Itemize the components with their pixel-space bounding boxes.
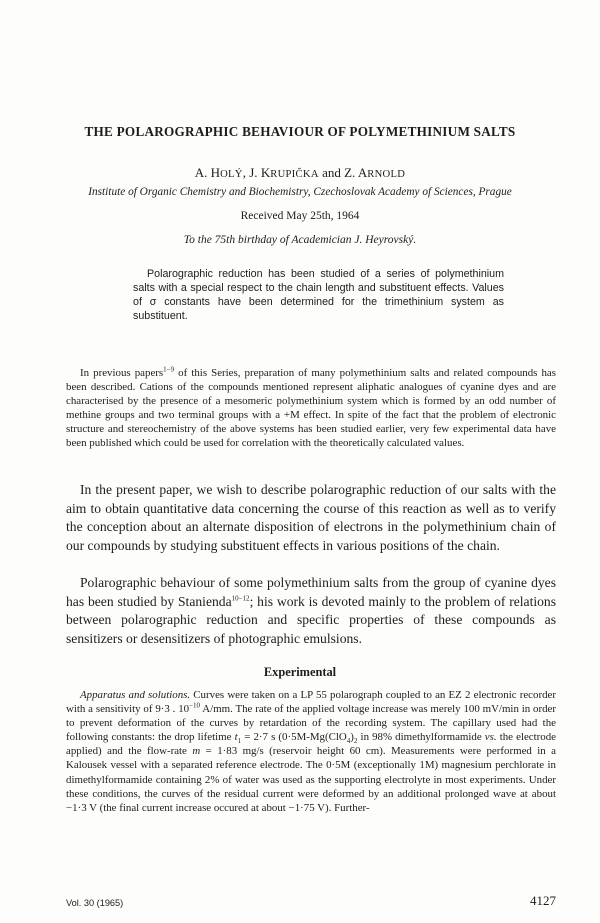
received-date: Received May 25th, 1964	[240, 210, 360, 222]
author-separator-2: and Z.	[318, 165, 358, 180]
author-3-first-letter: A	[357, 165, 368, 180]
experimental-text-2: A/mm. The rate of the applied voltage increase was merely 100 mV/min in order to prevent deformation of the curves by retardation of the recording system. The capillary used had the following constants: the drop lifetime	[66, 703, 556, 744]
drop-lifetime-subscript: 1	[237, 737, 242, 746]
flow-rate-symbol: m	[192, 745, 201, 758]
drop-lifetime-symbol: t	[234, 731, 238, 744]
author-2-first-letter: K	[260, 165, 271, 180]
journal-volume: Vol. 30 (1965)	[66, 898, 124, 908]
author-2-surname: RUPIČKA	[270, 169, 319, 180]
author-1-initial: A.	[194, 165, 211, 180]
author-1-surname: OLÝ	[220, 169, 243, 180]
institute-affiliation: Institute of Organic Chemistry and Biochemistry, Czechoslovak Academy of Sciences, Prague	[88, 186, 512, 198]
experimental-lead: Apparatus and solutions.	[80, 689, 191, 701]
perchlorate-subscript-4: 4	[346, 737, 351, 746]
paper-title: THE POLAROGRAPHIC BEHAVIOUR OF POLYMETHINIUM SALTS	[84, 124, 516, 139]
experimental-paragraph	[66, 688, 556, 815]
experimental-text-7: = 1·83 mg/s (reservoir height 60 cm). Measurements were performed in a Kalousek vessel with a separated reference electrode. The 0·5M (exceptionally 1M) magnesium perchlorate in dimethylformamide containing 2% of water was used as the supporting electrolyte in most experiments. Under these conditions, the curves of the residual current were deformed by an additional prolonged wave at about −1·3 V (the final current increase occured at about −1·75 V). Further-	[66, 745, 556, 814]
intro-p1-text-a: In previous papers	[80, 367, 164, 379]
section-heading-experimental: Experimental	[263, 665, 337, 679]
sensitivity-exponent: −10	[189, 701, 201, 710]
experimental-text-4: )	[350, 731, 354, 744]
perchlorate-subscript-2: 2	[353, 737, 358, 746]
intro-paragraph-2: In the present paper, we wish to describe polarographic reduction of our salts with the aim to obtain quantitative data concerning the course of this reaction as well as to verify the conception about an alternate disposition of electrons in the polymethinium chain of our compounds by studying substituent effects in various positions of the chain.	[66, 482, 556, 553]
intro-p3-text-b: ; his work is devoted mainly to the problem of relations between polarographic reduction and specific properties of these compounds as sensitizers or desensitizers of photographic emulsions.	[66, 593, 557, 646]
experimental-text-6: the electrode applied) and the flow-rate	[66, 731, 557, 758]
experimental-text-3: = 2·7 s (0·5M-Mg(ClO	[241, 731, 347, 744]
dedication: To the 75th birthday of Academician J. Heyrovský.	[183, 234, 417, 246]
intro-p3-citation: 10−12	[231, 594, 250, 603]
abstract: Polarographic reduction has been studied of a series of polymethinium salts with a special respect to the chain length and substituent effects. Values of σ constants have been determined for the trimethinium system as substituent.	[133, 268, 504, 322]
intro-p3-text-a: Polarographic behaviour of some polymethinium salts from the group of cyanine dyes has been studied by Stanienda	[66, 575, 556, 609]
author-3-surname: RNOLD	[367, 169, 406, 180]
author-line	[0, 165, 600, 181]
intro-paragraph-3	[66, 574, 556, 648]
experimental-text-1: Curves were taken on a LP 55 polarograph coupled to an EZ 2 electronic recorder with a sensitivity of 9·3 . 10	[66, 689, 556, 716]
versus-abbrev: vs.	[484, 731, 497, 744]
experimental-text-5: in 98% dimethylformamide	[357, 731, 485, 744]
intro-paragraph-1	[66, 366, 556, 451]
author-1-first-letter: H	[210, 165, 221, 180]
intro-p1-citation: 1−9	[163, 365, 175, 374]
intro-p1-text-b: of this Series, preparation of many polymethinium salts and related compounds has been described. Cations of the compounds mentioned represent aliphatic analogues of cyanine dyes and are characterised by the presence of a mesomeric polymethinium system which is formed by an odd number of methine groups and two terminal groups with a +M effect. In spite of the fact that the problem of electronic structure and stereochemistry of the above systems has been studied earlier, very few experimental data have been published which could be used for correlation with the theoretically calculated values.	[66, 367, 556, 450]
author-separator-1: , J.	[242, 165, 261, 180]
page-number: 4127	[530, 893, 556, 908]
